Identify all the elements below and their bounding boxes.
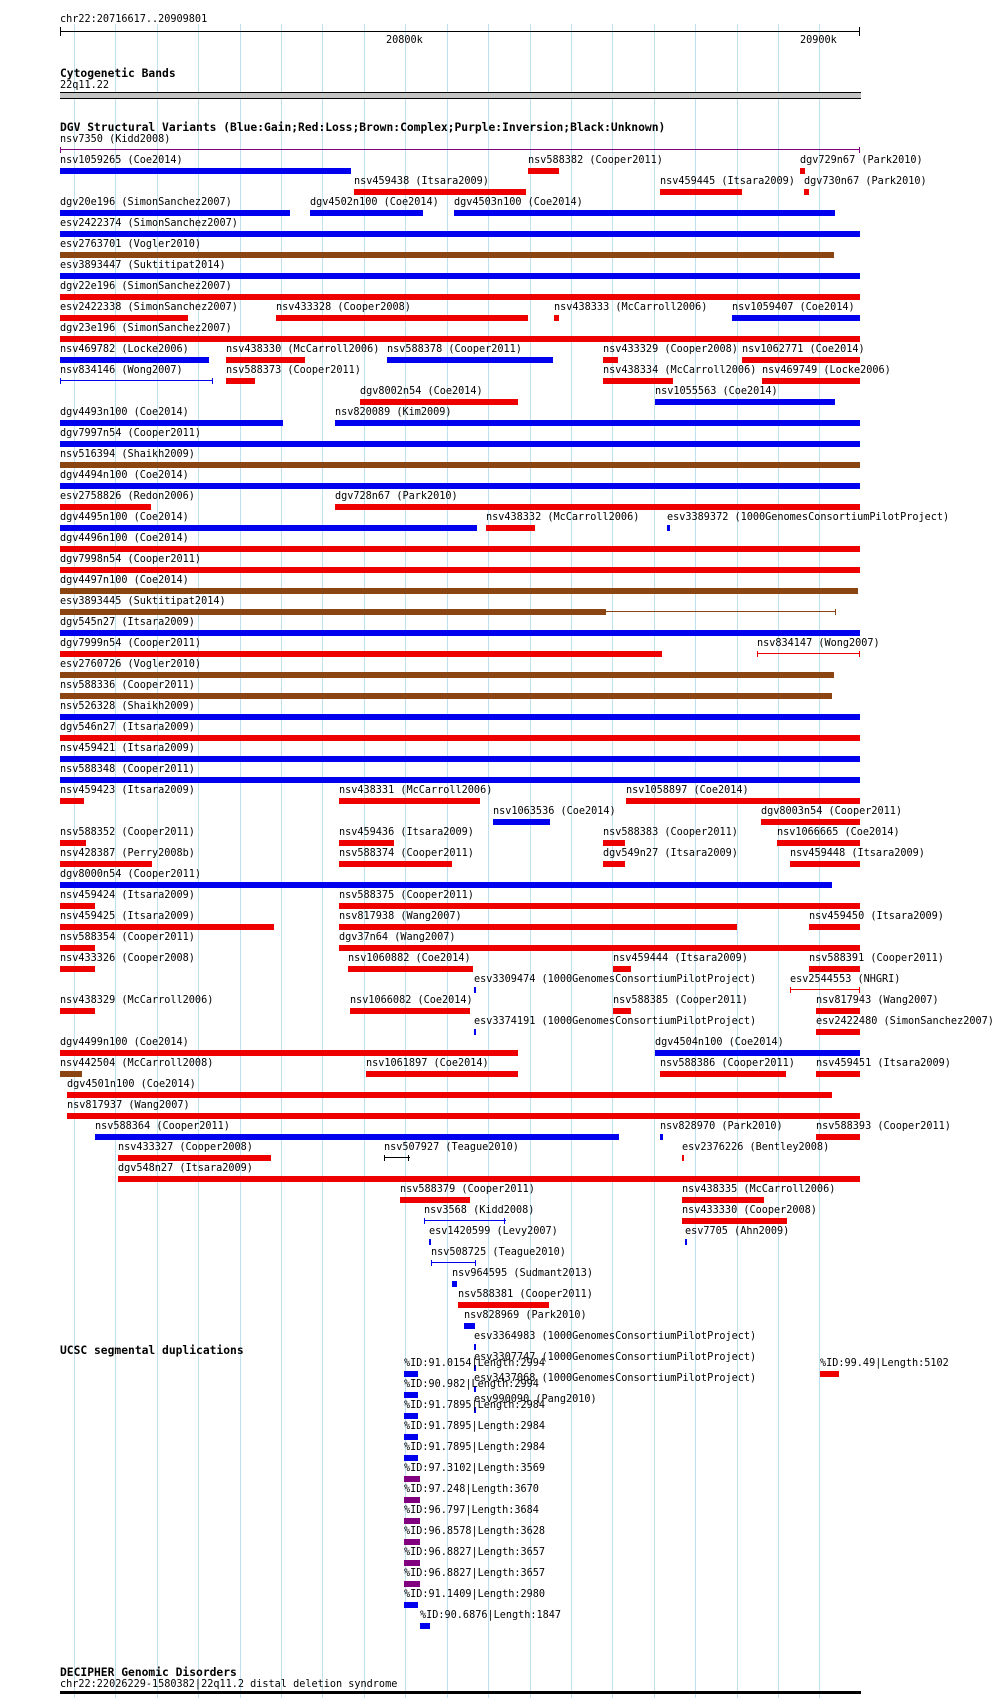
- variant-span-end-tick: [475, 1260, 476, 1266]
- variant-label: nsv588348 (Cooper2011): [60, 764, 195, 775]
- variant-label: dgv7999n54 (Cooper2011): [60, 638, 202, 649]
- variant-bar[interactable]: [60, 693, 832, 699]
- ruler-axis: [60, 31, 860, 32]
- variant-bar[interactable]: [429, 1239, 431, 1245]
- variant-bar[interactable]: [60, 756, 860, 762]
- variant-label: dgv4501n100 (Coe2014): [67, 1079, 196, 1090]
- variant-label: dgv4504n100 (Coe2014): [655, 1037, 784, 1048]
- variant-label: nsv428387 (Perry2008b): [60, 848, 195, 859]
- variant-bar[interactable]: [732, 315, 860, 321]
- variant-span-end-tick: [408, 1155, 409, 1161]
- variant-label: nsv459421 (Itsara2009): [60, 743, 195, 754]
- variant-bar[interactable]: [60, 483, 860, 489]
- segdup-label: %ID:96.8827|Length:3657: [404, 1568, 546, 1579]
- variant-span-end-tick: [859, 987, 860, 993]
- variant-bar[interactable]: [60, 273, 860, 279]
- variant-label: nsv526328 (Shaikh2009): [60, 701, 195, 712]
- segdup-bar[interactable]: [404, 1497, 420, 1503]
- variant-label: dgv7997n54 (Cooper2011): [60, 428, 202, 439]
- variant-bar[interactable]: [60, 1008, 95, 1014]
- variant-bar[interactable]: [474, 1029, 476, 1035]
- segdup-bar[interactable]: [404, 1455, 418, 1461]
- variant-label: dgv4499n100 (Coe2014): [60, 1037, 189, 1048]
- variant-bar[interactable]: [339, 924, 737, 930]
- variant-bar[interactable]: [613, 1008, 631, 1014]
- variant-bar[interactable]: [95, 1134, 619, 1140]
- variant-label: nsv459424 (Itsara2009): [60, 890, 195, 901]
- variant-label: nsv588379 (Cooper2011): [400, 1184, 535, 1195]
- variant-label: nsv588385 (Cooper2011): [613, 995, 748, 1006]
- variant-span-end-tick: [384, 1155, 385, 1161]
- variant-span-line[interactable]: [757, 653, 860, 654]
- cytoband-bar[interactable]: [60, 92, 861, 99]
- segdup-bar[interactable]: [404, 1476, 420, 1482]
- variant-bar[interactable]: [682, 1218, 787, 1224]
- variant-bar[interactable]: [226, 357, 305, 363]
- variant-label: nsv588386 (Cooper2011): [660, 1058, 795, 1069]
- variant-label: nsv588382 (Cooper2011): [528, 155, 663, 166]
- variant-label: esv2760726 (Vogler2010): [60, 659, 202, 670]
- variant-bar[interactable]: [60, 294, 860, 300]
- variant-bar[interactable]: [660, 1134, 663, 1140]
- variant-label: nsv834147 (Wong2007): [757, 638, 880, 649]
- segdup-label: %ID:96.797|Length:3684: [404, 1505, 539, 1516]
- variant-label: nsv1060882 (Coe2014): [348, 953, 471, 964]
- variant-bar[interactable]: [60, 735, 860, 741]
- variant-span-end-tick: [757, 651, 758, 657]
- variant-span-line[interactable]: [60, 149, 860, 150]
- variant-label: dgv23e196 (SimonSanchez2007): [60, 323, 232, 334]
- variant-label: nsv588354 (Cooper2011): [60, 932, 195, 943]
- segdup-label: %ID:91.7895|Length:2984: [404, 1442, 546, 1453]
- variant-bar[interactable]: [626, 798, 860, 804]
- variant-label: dgv729n67 (Park2010): [800, 155, 923, 166]
- variant-bar[interactable]: [60, 567, 860, 573]
- segdup-label: %ID:97.248|Length:3670: [404, 1484, 539, 1495]
- variant-bar[interactable]: [60, 903, 95, 909]
- cytoband-label: 22q11.22: [60, 80, 110, 91]
- variant-bar[interactable]: [742, 357, 860, 363]
- variant-bar[interactable]: [60, 714, 860, 720]
- variant-label: dgv4494n100 (Coe2014): [60, 470, 189, 481]
- variant-label: nsv459425 (Itsara2009): [60, 911, 195, 922]
- segdup-bar[interactable]: [404, 1518, 420, 1524]
- segdup-label: %ID:96.8827|Length:3657: [404, 1547, 546, 1558]
- variant-span-end-tick: [60, 147, 61, 153]
- variant-span-end-tick: [859, 651, 860, 657]
- variant-span-end-tick: [431, 1260, 432, 1266]
- segdup-bar[interactable]: [820, 1371, 839, 1377]
- variant-label: nsv459438 (Itsara2009): [354, 176, 489, 187]
- variant-label: nsv459450 (Itsara2009): [809, 911, 944, 922]
- segdup-label: %ID:90.6876|Length:1847: [420, 1610, 562, 1621]
- variant-label: nsv588374 (Cooper2011): [339, 848, 474, 859]
- variant-label: nsv964595 (Sudmant2013): [452, 1268, 594, 1279]
- variant-bar[interactable]: [60, 231, 860, 237]
- variant-label: nsv1062771 (Coe2014): [742, 344, 865, 355]
- variant-label: nsv469749 (Locke2006): [762, 365, 891, 376]
- variant-bar[interactable]: [339, 945, 860, 951]
- variant-label: esv3309474 (1000GenomesConsortiumPilotProject): [474, 974, 757, 985]
- variant-bar[interactable]: [60, 630, 860, 636]
- variant-bar[interactable]: [60, 546, 860, 552]
- variant-label: esv7705 (Ahn2009): [685, 1226, 790, 1237]
- variant-label: dgv546n27 (Itsara2009): [60, 722, 195, 733]
- variant-bar[interactable]: [603, 357, 618, 363]
- variant-span-end-tick: [424, 1218, 425, 1224]
- variant-label: dgv7998n54 (Cooper2011): [60, 554, 202, 565]
- variant-bar[interactable]: [276, 315, 528, 321]
- variant-label: dgv730n67 (Park2010): [804, 176, 927, 187]
- variant-label: dgv4503n100 (Coe2014): [454, 197, 583, 208]
- variant-bar[interactable]: [60, 252, 834, 258]
- variant-label: nsv459444 (Itsara2009): [613, 953, 748, 964]
- variant-label: nsv459448 (Itsara2009): [790, 848, 925, 859]
- variant-bar[interactable]: [67, 1113, 860, 1119]
- variant-label: dgv4495n100 (Coe2014): [60, 512, 189, 523]
- variant-label: nsv1066665 (Coe2014): [777, 827, 900, 838]
- variant-label: nsv433328 (Cooper2008): [276, 302, 411, 313]
- variant-bar[interactable]: [682, 1197, 764, 1203]
- variant-label: dgv728n67 (Park2010): [335, 491, 458, 502]
- variant-label: esv1420599 (Levy2007): [429, 1226, 558, 1237]
- variant-bar[interactable]: [60, 168, 351, 174]
- variant-label: esv2422374 (SimonSanchez2007): [60, 218, 238, 229]
- variant-bar[interactable]: [60, 609, 606, 615]
- variant-label: nsv459451 (Itsara2009): [816, 1058, 951, 1069]
- segdup-bar[interactable]: [404, 1581, 420, 1587]
- variant-label: dgv4493n100 (Coe2014): [60, 407, 189, 418]
- variant-label: nsv508725 (Teague2010): [431, 1247, 566, 1258]
- segdup-label: %ID:90.982|Length:2994: [404, 1379, 539, 1390]
- variant-span-line[interactable]: [790, 989, 860, 990]
- variant-label: nsv588336 (Cooper2011): [60, 680, 195, 691]
- variant-bar[interactable]: [60, 420, 283, 426]
- variant-bar[interactable]: [339, 840, 394, 846]
- variant-bar[interactable]: [603, 378, 673, 384]
- variant-bar[interactable]: [335, 504, 860, 510]
- variant-label: dgv4496n100 (Coe2014): [60, 533, 189, 544]
- variant-label: dgv8003n54 (Cooper2011): [761, 806, 903, 817]
- variant-label: nsv1059265 (Coe2014): [60, 155, 183, 166]
- segdup-bar[interactable]: [404, 1602, 418, 1608]
- variant-bar[interactable]: [60, 777, 860, 783]
- variant-bar[interactable]: [816, 1134, 860, 1140]
- coordinate-range-label: chr22:20716617..20909801: [60, 14, 208, 25]
- variant-label: nsv438335 (McCarroll2006): [682, 1184, 836, 1195]
- variant-label: nsv516394 (Shaikh2009): [60, 449, 195, 460]
- variant-bar[interactable]: [474, 987, 476, 993]
- variant-bar[interactable]: [60, 588, 858, 594]
- track-title-cytogenetic-bands[interactable]: Cytogenetic Bands: [60, 67, 176, 80]
- variant-bar[interactable]: [226, 378, 255, 384]
- variant-bar[interactable]: [60, 1050, 518, 1056]
- variant-label: dgv545n27 (Itsara2009): [60, 617, 195, 628]
- variant-bar[interactable]: [60, 861, 152, 867]
- variant-bar[interactable]: [458, 1302, 549, 1308]
- segdup-label: %ID:91.7895|Length:2984: [404, 1400, 546, 1411]
- variant-label: nsv1066082 (Coe2014): [350, 995, 473, 1006]
- variant-bar[interactable]: [800, 168, 805, 174]
- variant-label: nsv433327 (Cooper2008): [118, 1142, 253, 1153]
- variant-bar[interactable]: [60, 336, 860, 342]
- variant-label: nsv459423 (Itsara2009): [60, 785, 195, 796]
- ruler-axis-left-end: [60, 27, 61, 36]
- variant-label: esv3893445 (Suktitipat2014): [60, 596, 226, 607]
- variant-bar[interactable]: [60, 840, 86, 846]
- variant-bar[interactable]: [486, 525, 535, 531]
- variant-bar[interactable]: [60, 210, 290, 216]
- variant-bar[interactable]: [761, 819, 860, 825]
- variant-label: esv2763701 (Vogler2010): [60, 239, 202, 250]
- variant-bar[interactable]: [60, 525, 477, 531]
- segdup-bar[interactable]: [404, 1560, 420, 1566]
- variant-label: dgv20e196 (SimonSanchez2007): [60, 197, 232, 208]
- variant-label: dgv4497n100 (Coe2014): [60, 575, 189, 586]
- variant-label: esv3893447 (Suktitipat2014): [60, 260, 226, 271]
- variant-bar[interactable]: [655, 1050, 860, 1056]
- variant-bar[interactable]: [660, 1071, 786, 1077]
- variant-span-end-tick: [504, 1218, 505, 1224]
- track-title-ucsc-segmental-duplications[interactable]: UCSC segmental duplications: [60, 1344, 244, 1357]
- variant-bar[interactable]: [554, 315, 559, 321]
- variant-label: nsv459445 (Itsara2009): [660, 176, 795, 187]
- variant-bar[interactable]: [339, 861, 452, 867]
- segdup-label: %ID:91.7895|Length:2984: [404, 1421, 546, 1432]
- decipher-feature-label: chr22:22026229-1580382|22q11.2 distal deletion syndrome: [60, 1679, 398, 1690]
- variant-label: esv2544553 (NHGRI): [790, 974, 901, 985]
- variant-label: nsv438334 (McCarroll2006): [603, 365, 757, 376]
- variant-bar[interactable]: [603, 861, 625, 867]
- variant-label: nsv7350 (Kidd2008): [60, 134, 171, 145]
- variant-bar[interactable]: [660, 189, 742, 195]
- variant-bar[interactable]: [354, 189, 526, 195]
- variant-label: dgv8002n54 (Coe2014): [360, 386, 483, 397]
- variant-label: nsv828969 (Park2010): [464, 1310, 587, 1321]
- track-title-decipher-genomic-disorders[interactable]: DECIPHER Genomic Disorders: [60, 1666, 237, 1679]
- variant-bar[interactable]: [667, 525, 670, 531]
- variant-label: nsv828970 (Park2010): [660, 1121, 783, 1132]
- variant-bar[interactable]: [118, 1176, 860, 1182]
- variant-label: nsv438332 (McCarroll2006): [486, 512, 640, 523]
- variant-span-end-tick: [859, 147, 860, 153]
- variant-label: nsv820089 (Kim2009): [335, 407, 452, 418]
- variant-label: nsv588393 (Cooper2011): [816, 1121, 951, 1132]
- variant-bar[interactable]: [60, 315, 188, 321]
- segdup-bar[interactable]: [404, 1371, 418, 1377]
- track-title-dgv-structural-variants[interactable]: DGV Structural Variants (Blue:Gain;Red:Loss;Brown:Complex;Purple:Inversion;Black:Unknown): [60, 121, 666, 134]
- ruler-axis-right-end: [859, 27, 860, 36]
- variant-label: nsv588381 (Cooper2011): [458, 1289, 593, 1300]
- segdup-bar[interactable]: [404, 1434, 418, 1440]
- variant-bar[interactable]: [809, 966, 860, 972]
- variant-bar[interactable]: [493, 819, 550, 825]
- variant-label: nsv817943 (Wang2007): [816, 995, 939, 1006]
- segdup-label: %ID:96.8578|Length:3628: [404, 1526, 546, 1537]
- variant-label: esv3374191 (1000GenomesConsortiumPilotProject): [474, 1016, 757, 1027]
- variant-bar[interactable]: [809, 924, 860, 930]
- variant-label: nsv1061897 (Coe2014): [366, 1058, 489, 1069]
- variant-label: esv2422480 (SimonSanchez2007): [816, 1016, 994, 1027]
- variant-label: nsv588375 (Cooper2011): [339, 890, 474, 901]
- variant-label: nsv588352 (Cooper2011): [60, 827, 195, 838]
- variant-label: esv3307747 (1000GenomesConsortiumPilotProject): [474, 1352, 757, 1363]
- variant-label: esv2422338 (SimonSanchez2007): [60, 302, 238, 313]
- variant-label: nsv469782 (Locke2006): [60, 344, 189, 355]
- variant-label: nsv507927 (Teague2010): [384, 1142, 519, 1153]
- variant-bar[interactable]: [350, 1008, 470, 1014]
- variant-span-end-tick: [60, 378, 61, 384]
- variant-bar[interactable]: [464, 1323, 475, 1329]
- variant-span-line[interactable]: [384, 1157, 410, 1158]
- variant-bar[interactable]: [804, 189, 809, 195]
- variant-label: esv3437068 (1000GenomesConsortiumPilotProject): [474, 1373, 757, 1384]
- ruler-tick-label: 20800k: [386, 35, 423, 46]
- variant-label: nsv834146 (Wong2007): [60, 365, 183, 376]
- variant-bar[interactable]: [452, 1281, 457, 1287]
- variant-bar[interactable]: [454, 210, 835, 216]
- variant-label: dgv549n27 (Itsara2009): [603, 848, 738, 859]
- variant-label: nsv1058897 (Coe2014): [626, 785, 749, 796]
- variant-bar[interactable]: [360, 399, 518, 405]
- variant-label: esv2758826 (Redon2006): [60, 491, 195, 502]
- variant-bar[interactable]: [60, 441, 860, 447]
- variant-bar[interactable]: [60, 1071, 82, 1077]
- variant-label: nsv588378 (Cooper2011): [387, 344, 522, 355]
- ruler-tick-label: 20900k: [800, 35, 837, 46]
- variant-bar[interactable]: [310, 210, 423, 216]
- segdup-bar[interactable]: [420, 1623, 430, 1629]
- variant-span-end-tick: [835, 609, 836, 615]
- variant-bar[interactable]: [816, 1071, 860, 1077]
- variant-bar[interactable]: [67, 1092, 832, 1098]
- variant-bar[interactable]: [528, 168, 559, 174]
- variant-bar[interactable]: [60, 924, 274, 930]
- variant-bar[interactable]: [366, 1071, 518, 1077]
- variant-bar[interactable]: [682, 1155, 684, 1161]
- variant-label: esv3389372 (1000GenomesConsortiumPilotProject): [667, 512, 950, 523]
- variant-bar[interactable]: [60, 504, 151, 510]
- variant-label: nsv588391 (Cooper2011): [809, 953, 944, 964]
- variant-bar[interactable]: [60, 966, 95, 972]
- variant-bar[interactable]: [816, 1029, 860, 1035]
- variant-label: esv990090 (Pang2010): [474, 1394, 597, 1405]
- variant-label: nsv442504 (McCarroll2008): [60, 1058, 214, 1069]
- variant-label: esv3364983 (1000GenomesConsortiumPilotProject): [474, 1331, 757, 1342]
- variant-bar[interactable]: [685, 1239, 687, 1245]
- variant-bar[interactable]: [777, 840, 860, 846]
- variant-bar[interactable]: [60, 462, 860, 468]
- variant-bar[interactable]: [60, 357, 209, 363]
- variant-label: dgv37n64 (Wang2007): [339, 932, 456, 943]
- variant-bar[interactable]: [387, 357, 553, 363]
- variant-bar[interactable]: [339, 798, 480, 804]
- variant-bar[interactable]: [60, 945, 95, 951]
- variant-span-end-tick: [212, 378, 213, 384]
- variant-bar[interactable]: [613, 966, 631, 972]
- segdup-label: %ID:97.3102|Length:3569: [404, 1463, 546, 1474]
- variant-bar[interactable]: [474, 1344, 476, 1350]
- variant-bar[interactable]: [60, 672, 834, 678]
- segdup-label: %ID:91.1409|Length:2980: [404, 1589, 546, 1600]
- variant-label: nsv433329 (Cooper2008): [603, 344, 738, 355]
- variant-bar[interactable]: [60, 651, 662, 657]
- variant-label: nsv588383 (Cooper2011): [603, 827, 738, 838]
- variant-bar[interactable]: [816, 1008, 860, 1014]
- variant-label: esv2376226 (Bentley2008): [682, 1142, 830, 1153]
- segdup-bar[interactable]: [404, 1392, 418, 1398]
- variant-label: nsv817937 (Wang2007): [67, 1100, 190, 1111]
- variant-label: dgv22e196 (SimonSanchez2007): [60, 281, 232, 292]
- variant-label: nsv438333 (McCarroll2006): [554, 302, 708, 313]
- variant-label: nsv459436 (Itsara2009): [339, 827, 474, 838]
- decipher-feature-bar[interactable]: [60, 1691, 861, 1694]
- variant-label: nsv1059407 (Coe2014): [732, 302, 855, 313]
- variant-span-line[interactable]: [60, 380, 213, 381]
- segdup-bar[interactable]: [404, 1413, 418, 1419]
- variant-bar[interactable]: [118, 1155, 271, 1161]
- variant-label: nsv438330 (McCarroll2006): [226, 344, 380, 355]
- variant-label: nsv433330 (Cooper2008): [682, 1205, 817, 1216]
- variant-label: nsv817938 (Wang2007): [339, 911, 462, 922]
- variant-label: nsv1055563 (Coe2014): [655, 386, 778, 397]
- variant-label: nsv438331 (McCarroll2006): [339, 785, 493, 796]
- variant-bar[interactable]: [603, 840, 625, 846]
- variant-label: nsv3568 (Kidd2008): [424, 1205, 535, 1216]
- variant-label: dgv548n27 (Itsara2009): [118, 1163, 253, 1174]
- variant-bar[interactable]: [60, 798, 84, 804]
- variant-span-line[interactable]: [424, 1220, 506, 1221]
- segdup-label: %ID:99.49|Length:5102: [820, 1358, 949, 1369]
- variant-label: dgv8000n54 (Cooper2011): [60, 869, 202, 880]
- segdup-bar[interactable]: [404, 1539, 420, 1545]
- variant-bar[interactable]: [762, 378, 860, 384]
- variant-label: nsv438329 (McCarroll2006): [60, 995, 214, 1006]
- variant-label: nsv588364 (Cooper2011): [95, 1121, 230, 1132]
- variant-bar[interactable]: [348, 966, 473, 972]
- variant-bar[interactable]: [790, 861, 860, 867]
- variant-label: dgv4502n100 (Coe2014): [310, 197, 439, 208]
- variant-span-line[interactable]: [431, 1262, 476, 1263]
- variant-label: nsv433326 (Cooper2008): [60, 953, 195, 964]
- variant-bar[interactable]: [335, 420, 860, 426]
- variant-bar[interactable]: [655, 399, 835, 405]
- variant-bar[interactable]: [339, 903, 860, 909]
- segdup-label: %ID:91.0154|Length:2994: [404, 1358, 546, 1369]
- variant-label: nsv1063536 (Coe2014): [493, 806, 616, 817]
- variant-bar[interactable]: [60, 882, 832, 888]
- variant-bar[interactable]: [400, 1197, 470, 1203]
- variant-label: nsv588373 (Cooper2011): [226, 365, 361, 376]
- variant-span-end-tick: [790, 987, 791, 993]
